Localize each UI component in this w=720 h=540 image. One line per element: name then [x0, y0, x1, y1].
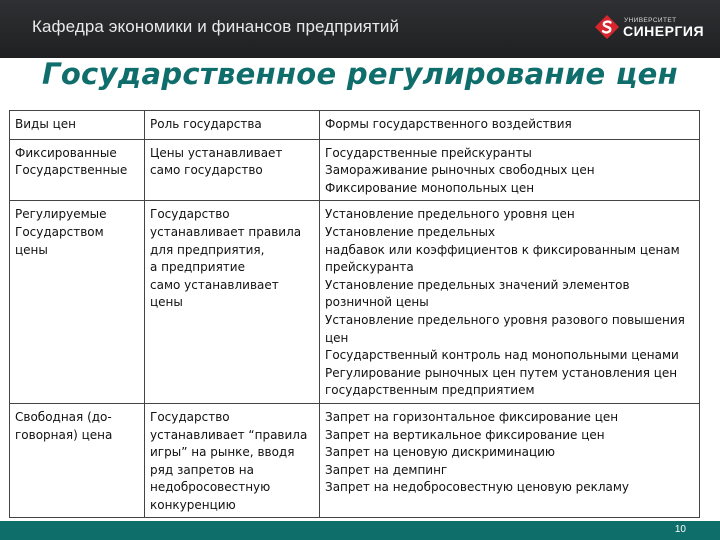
cell-line: для предприятия,: [150, 242, 265, 257]
bottom-bar: [0, 521, 720, 540]
cell-line: Запрет на демпинг: [325, 462, 448, 477]
cell-line: Установление предельных: [325, 224, 496, 239]
cell-line: Установление предельного уровня разового повышения: [325, 312, 685, 327]
cell-line: надбавок или коэффициентов к фиксированным ценам: [325, 242, 680, 257]
cell-line: ряд запретов на: [150, 462, 254, 477]
cell-price-type: [10, 403, 145, 518]
cell-line: Запрет на горизонтальное фиксирование цен: [325, 409, 619, 424]
cell-line: Установление предельных значений элементов: [325, 277, 630, 292]
cell-line: Регулируемые: [15, 207, 107, 222]
cell-line: устанавливает “правила: [150, 427, 308, 442]
cell-line: недобросовестную: [150, 480, 271, 495]
cell-line: Свободная (до-: [15, 409, 112, 424]
cell-forms: [320, 201, 700, 404]
logo-subtitle: УНИВЕРСИТЕТ: [624, 17, 677, 24]
cell-price-type: [10, 139, 145, 201]
table-row: [10, 201, 700, 404]
cell-line: цен: [325, 330, 349, 345]
cell-line: Регулирование рыночных цен путем установления цен: [325, 365, 678, 380]
cell-line: Государство: [150, 207, 230, 222]
table-header-row: [10, 111, 700, 140]
cell-price-type: [10, 201, 145, 404]
table-row: [10, 403, 700, 518]
cell-line: Фиксирование монопольных цен: [325, 180, 535, 195]
department-title: Кафедра экономики и финансов предприятий: [32, 17, 400, 36]
cell-state-role: [145, 139, 320, 201]
cell-line: само устанавливает: [150, 277, 279, 292]
cell-line: прейскуранта: [325, 260, 414, 275]
cell-line: Государством: [15, 224, 104, 239]
cell-line: устанавливает правила: [150, 224, 302, 239]
cell-line: само государство: [150, 163, 263, 178]
cell-line: Государственные прейскуранты: [325, 145, 532, 160]
cell-line: говорная) цена: [15, 427, 113, 442]
cell-line: Государственные: [15, 163, 128, 178]
synergy-logo-icon: [594, 14, 620, 40]
cell-line: Фиксированные: [15, 145, 117, 160]
cell-line: Запрет на ценовую дискриминацию: [325, 445, 556, 460]
cell-line: государственным предприятием: [325, 383, 535, 398]
cell-line: Замораживание рыночных свободных цен: [325, 163, 595, 178]
cell-line: Государство: [150, 409, 230, 424]
cell-state-role: [145, 403, 320, 518]
cell-line: игры” на рынке, вводя: [150, 445, 295, 460]
cell-line: Государственный контроль над монопольными ценами: [325, 348, 679, 363]
cell-line: цены: [15, 242, 48, 257]
cell-line: розничной цены: [325, 295, 429, 310]
cell-line: а предприятие: [150, 260, 245, 275]
cell-line: Установление предельного уровня цен: [325, 207, 575, 222]
cell-line: конкуренцию: [150, 497, 236, 512]
page-number: 10: [674, 524, 686, 535]
cell-forms: [320, 403, 700, 518]
price-regulation-table: [9, 110, 700, 518]
cell-state-role: [145, 201, 320, 404]
header-cell-forms: Формы государственного воздействия: [320, 111, 700, 140]
cell-line: Запрет на недобросовестную ценовую рекламу: [325, 480, 630, 495]
cell-forms: [320, 139, 700, 201]
cell-line: цены: [150, 295, 183, 310]
header-cell-role: Роль государства: [145, 111, 320, 140]
top-header-bar: [0, 0, 720, 58]
cell-line: Запрет на вертикальное фиксирование цен: [325, 427, 605, 442]
header-cell-types: Виды цен: [10, 111, 145, 140]
slide-title: Государственное регулирование цен: [42, 57, 678, 91]
table-row: [10, 139, 700, 201]
logo-wordmark: СИНЕРГИЯ: [623, 23, 705, 39]
cell-line: Цены устанавливает: [150, 145, 283, 160]
synergy-logo: [594, 14, 704, 44]
